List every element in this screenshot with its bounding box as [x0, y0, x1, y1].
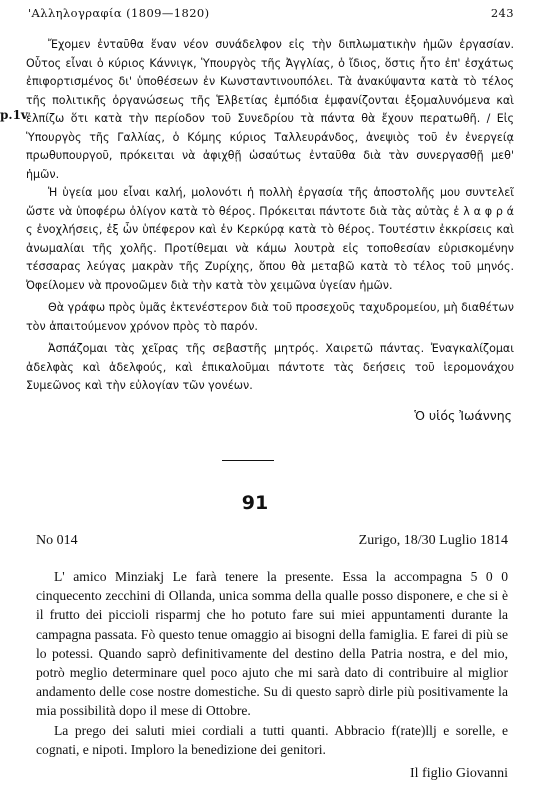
greek-paragraph: Ἡ ὑγεία μου εἶναι καλή, μολονότι ἡ πολλὴ ἐργασία τῆς ἀποστολῆς μου συντελεῖ ὥστε νὰ ὑποφέρω ὀλίγον κατὰ τὸ θέρος. Πρόκειται πάντοτε διὰ τὰς αὐτὰς ἐ λ α φ ρ ά ς ἐνοχλήσεις, ἐξ ὧν ὑπέφερον καὶ ἐν Κερκύρᾳ κατὰ τὸ θέρος. Τουτέστιν ἐκκρίσεις καὶ ἀνωμαλίαι τῆς χολῆς. Προτίθεμαι νὰ κάμω λουτρὰ εἰς τοποθεσίαν εὑρισκομένην τέσσαρας λεύγας μακρὰν τῆς Ζυρίχης, ὅπου θὰ μεταβῶ κατὰ τὸ τέλος τοῦ μηνός. Ὀφείλομεν νὰ προνοῶμεν διὰ τὴν κατὰ τὸν χειμῶνα ὑγείαν ἡμῶν. — [26, 186, 514, 292]
document-number: No 014 — [36, 533, 78, 548]
greek-paragraph: Ἔχομεν ἐνταῦθα ἕναν νέον συνάδελφον εἰς τὴν διπλωματικὴν ἡμῶν ἐργασίαν. Οὗτος εἶναι ὁ κύριος Κάννιγκ, Ὑπουργὸς τῆς Ἀγγλίας, ὁ ἴδιος, ὅστις ἦτο ἐπ' ἐσχάτως ἐπιφορτισμένος δι' ὑποθέσεων ἐν Κωνσταντινουπόλει. Τὰ ἀνακύψαντα κατὰ τὸ τέλος τῆς πολιτικῆς ὀργανώσεως τῆς Ἑλβετίας ἐμπόδια ἐμφανίζονται ἐξομαλυνόμενα καὶ ἐλπίζω ὅτι κατὰ τὴν περίοδον τοῦ Συνεδρίου τὰ πάντα θὰ ἔχουν περατωθῆ. / Εἰς Ὑπουργὸς τῆς Γαλλίας, ὁ Κόμης κύριος Ταλλευράνδος, ἀνεψιὸς τοῦ ἐν ἐνεργείᾳ πρωθυπουργοῦ, πρόκειται νὰ ἀφιχθῇ ὡσαύτως ἐνταῦθα διὰ τὰν συνεργασθῇ μεθ' ἡμῶν. — [26, 38, 514, 181]
place-date: Zurigo, 18/30 Luglio 1814 — [358, 533, 508, 548]
greek-letter-body — [26, 36, 514, 396]
italian-letter-body — [36, 567, 508, 759]
italian-signature: Il figlio Giovanni — [410, 766, 508, 781]
greek-paragraph: Ἀσπάζομαι τὰς χεῖρας τῆς σεβαστῆς μητρός. Χαιρετῶ πάντας. Ἐναγκαλίζομαι ἀδελφὰς καὶ ἀδελφούς, καὶ ἐπικαλοῦμαι πάντοτε τὰς δεήσεις τοῦ ἱερομονάχου Συμεῶνος καὶ τὴν εὐλογίαν τῶν γονέων. — [26, 342, 514, 392]
section-divider — [222, 460, 274, 461]
greek-signature: Ὁ υἱός Ἰωάννης — [414, 408, 512, 423]
italian-paragraph: La prego dei saluti miei cordiali a tutti quanti. Abbracio f(rate)llj e sorelle, e cognati, e nipoti. Imploro la benedizione dei genitori. — [36, 722, 508, 757]
italian-paragraph: L' amico Minziakj Le farà tenere la presente. Essa la accompagna 5 0 0 cinquecento zecchini di Ollanda, unica somma della qualle posso disponere, e che si è il frutto dei piccioli risparmj che ho potuto fare sui miei appuntamenti durante la campagna passata. Fò questo tenue omaggio ai bisogni della famiglia. E farei di più se lo potessi. Quando saprò definitivamente del destino della Patria nostra, e del mio, potrò meglio determinare quel poco ajuto che mi sarà dato di contribuire al miglior andamento delle cose nostre domestiche. Su di questo saprò dirle più positivamente la mia possibilità dopo il mese di Ottobre. — [36, 569, 508, 719]
running-head — [28, 6, 514, 20]
greek-paragraph: Θὰ γράφω πρὸς ὑμᾶς ἐκτενέστερον διὰ τοῦ προσεχοῦς ταχυδρομείου, μὴ διαθέτων τὸν ἀπαιτούμενον χρόνον πρὸς τὸ παρόν. — [26, 301, 514, 333]
page-number: 243 — [490, 6, 514, 20]
letter-header — [36, 533, 508, 549]
folio-margin-note: p.1v — [0, 108, 28, 122]
letter-number: 91 — [241, 492, 269, 514]
running-title: 'Αλληλογραφία (1809—1820) — [28, 6, 210, 20]
